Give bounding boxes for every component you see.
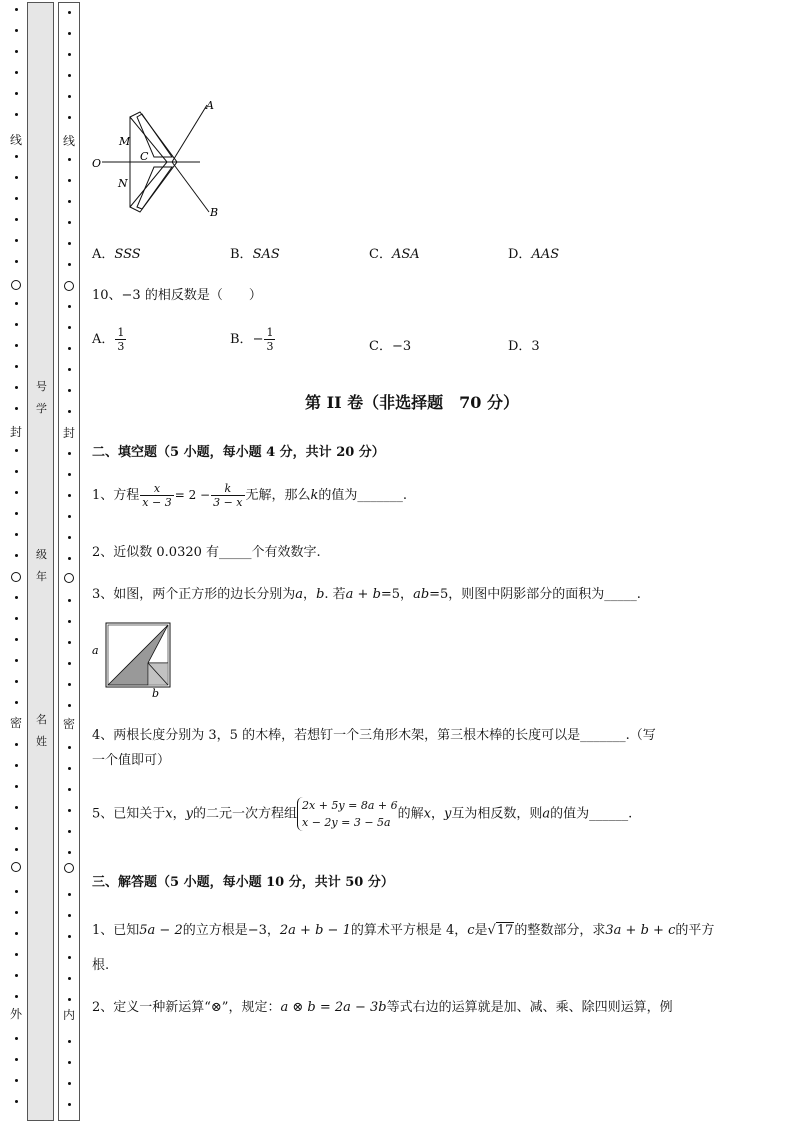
q9-option-a: A．SSS	[92, 247, 141, 262]
binding-dot	[15, 890, 18, 893]
band-label-xue: 学	[36, 402, 47, 415]
binding-dot	[68, 956, 71, 959]
inner-label-inside: 内	[62, 1008, 75, 1022]
binding-dot	[15, 848, 18, 851]
outer-label-outside: 外	[9, 1007, 22, 1021]
binding-dot	[15, 932, 18, 935]
binding-dot	[15, 323, 18, 326]
q10-stem: 10、−3 的相反数是（ ）	[92, 288, 262, 303]
binding-dot	[68, 389, 71, 392]
binding-circle	[64, 573, 74, 583]
binding-dot	[68, 74, 71, 77]
binding-dot	[68, 200, 71, 203]
binding-dot	[68, 914, 71, 917]
binding-dot	[15, 260, 18, 263]
binding-dot	[68, 830, 71, 833]
binding-dot	[68, 704, 71, 707]
binding-dot	[68, 242, 71, 245]
figure-two-squares	[92, 620, 182, 700]
binding-dot	[68, 452, 71, 455]
band-label-ji: 级	[36, 548, 47, 561]
binding-dot	[68, 347, 71, 350]
outer-label-seal: 封	[9, 425, 22, 439]
figure-angle-bisector	[92, 95, 242, 225]
binding-dot	[15, 344, 18, 347]
label-M: M	[119, 135, 131, 148]
binding-dot	[68, 410, 71, 413]
fill-blank-heading: 二、填空题（5 小题，每小题 4 分，共计 20 分）	[92, 445, 385, 460]
binding-dot	[15, 239, 18, 242]
binding-dot	[15, 764, 18, 767]
binding-dot	[15, 911, 18, 914]
binding-dot	[15, 92, 18, 95]
binding-circle	[64, 863, 74, 873]
binding-dot	[68, 473, 71, 476]
q10-option-d: D．3	[508, 339, 540, 354]
binding-dot	[15, 533, 18, 536]
binding-dot	[68, 53, 71, 56]
binding-dot	[15, 512, 18, 515]
label-N: N	[118, 177, 128, 190]
binding-dot	[68, 95, 71, 98]
fill-q1: 1、方程 $\frac{x}{x - 3}$ = 2 − $\frac{k}{3 - x}$ 无解，那么k的值为_______.	[92, 482, 408, 509]
binding-dot	[68, 1103, 71, 1106]
binding-dot	[15, 974, 18, 977]
binding-dot	[15, 449, 18, 452]
fill-q4-line1: 4、两根长度分别为 3，5 的木棒，若想钉一个三角形木架，第三根木棒的长度可以是_______.（写	[92, 728, 656, 743]
student-info-band	[27, 2, 54, 1121]
fill-q2: 2、近似数 0.0320 有_____个有效数字.	[92, 545, 321, 560]
binding-dot	[15, 218, 18, 221]
binding-dot	[15, 1058, 18, 1061]
binding-dot	[68, 263, 71, 266]
binding-dot	[15, 596, 18, 599]
binding-dot	[68, 893, 71, 896]
binding-dot	[68, 620, 71, 623]
binding-dot	[68, 11, 71, 14]
binding-dot	[68, 788, 71, 791]
binding-dot	[68, 305, 71, 308]
binding-dot	[15, 155, 18, 158]
binding-dot	[68, 935, 71, 938]
binding-dot	[68, 662, 71, 665]
binding-dot	[68, 515, 71, 518]
binding-dot	[68, 851, 71, 854]
binding-dot	[15, 617, 18, 620]
binding-circle	[11, 280, 21, 290]
binding-dot	[15, 29, 18, 32]
band-label-hao: 号	[36, 380, 47, 393]
binding-dot	[68, 221, 71, 224]
binding-dot	[68, 746, 71, 749]
solve-q2: 2、定义一种新运算“⊗”，规定：a ⊗ b = 2a − 3b等式右边的运算就是加、减、乘、除四则运算，例	[92, 1000, 673, 1015]
binding-dot	[68, 599, 71, 602]
outer-dotted-column	[8, 0, 24, 1123]
section-ii-title: 第 II 卷（非选择题 70 分）	[305, 393, 519, 412]
binding-dot	[15, 827, 18, 830]
inner-label-secret: 密	[62, 717, 75, 731]
fill-q5: 5、已知关于x，y的二元一次方程组 2x + 5y = 8a + 6 x − 2y = 3 − 5a 的解x，y互为相反数，则a的值为______.	[92, 799, 633, 829]
binding-dot	[15, 1037, 18, 1040]
binding-dot	[68, 683, 71, 686]
binding-dot	[68, 536, 71, 539]
binding-dot	[68, 641, 71, 644]
q9-option-b: B．SAS	[230, 247, 280, 262]
inner-label-seal: 封	[62, 426, 75, 440]
binding-dot	[15, 785, 18, 788]
fill-q4-line2: 一个值即可）	[92, 753, 171, 768]
binding-margin	[0, 0, 82, 1123]
q9-option-d: D．AAS	[508, 247, 560, 262]
binding-dot	[68, 158, 71, 161]
label-A: A	[206, 99, 214, 112]
binding-dot	[15, 8, 18, 11]
fig-label-b: b	[152, 687, 160, 700]
band-label-xing: 姓	[36, 735, 47, 748]
binding-circle	[11, 572, 21, 582]
binding-dot	[15, 659, 18, 662]
binding-dot	[15, 71, 18, 74]
fig-label-a: a	[92, 644, 99, 657]
binding-dot	[68, 977, 71, 980]
binding-dot	[15, 302, 18, 305]
binding-dot	[15, 470, 18, 473]
inner-label-line: 线	[62, 134, 75, 148]
binding-dot	[15, 1100, 18, 1103]
binding-circle	[64, 281, 74, 291]
binding-dot	[15, 953, 18, 956]
binding-dot	[15, 554, 18, 557]
binding-dot	[15, 386, 18, 389]
binding-circle	[11, 862, 21, 872]
outer-label-secret: 密	[9, 716, 22, 730]
solve-q1-line1: 1、已知5a − 2的立方根是−3，2a + b − 1的算术平方根是 4，c是√17的整数部分，求3a + b + c的平方	[92, 923, 715, 938]
binding-dot	[15, 197, 18, 200]
binding-dot	[68, 998, 71, 1001]
binding-dot	[15, 176, 18, 179]
binding-dot	[15, 365, 18, 368]
solve-q1-line2: 根.	[92, 958, 110, 973]
binding-dot	[68, 179, 71, 182]
binding-dot	[68, 809, 71, 812]
binding-dot	[68, 116, 71, 119]
binding-dot	[68, 32, 71, 35]
binding-dot	[68, 494, 71, 497]
binding-dot	[15, 743, 18, 746]
binding-dot	[15, 1079, 18, 1082]
binding-dot	[68, 1040, 71, 1043]
q10-option-a: A． $\frac{1}{3}$	[92, 326, 125, 353]
q10-option-b: B．− $\frac{1}{3}$	[230, 326, 274, 353]
label-O: O	[92, 157, 102, 170]
solve-heading: 三、解答题（5 小题，每小题 10 分，共计 50 分）	[92, 875, 394, 890]
binding-dot	[68, 557, 71, 560]
q10-option-c: C．−3	[369, 339, 412, 354]
binding-dot	[15, 995, 18, 998]
binding-dot	[68, 767, 71, 770]
binding-dot	[15, 680, 18, 683]
outer-label-line: 线	[9, 133, 22, 147]
binding-dot	[68, 1082, 71, 1085]
binding-dot	[15, 407, 18, 410]
fill-q3: 3、如图，两个正方形的边长分别为a，b. 若a + b=5，ab=5，则图中阴影部分的面积为_____.	[92, 587, 641, 602]
binding-dot	[68, 326, 71, 329]
q9-option-c: C．ASA	[369, 247, 420, 262]
binding-dot	[15, 113, 18, 116]
inner-dotted-column	[58, 2, 80, 1121]
binding-dot	[68, 368, 71, 371]
binding-dot	[15, 806, 18, 809]
binding-dot	[15, 50, 18, 53]
binding-dot	[15, 701, 18, 704]
label-B: B	[210, 206, 219, 219]
binding-dot	[15, 638, 18, 641]
label-C: C	[140, 150, 149, 163]
binding-dot	[15, 491, 18, 494]
band-label-ming: 名	[36, 713, 47, 726]
band-label-nian: 年	[36, 570, 47, 583]
binding-dot	[68, 1061, 71, 1064]
